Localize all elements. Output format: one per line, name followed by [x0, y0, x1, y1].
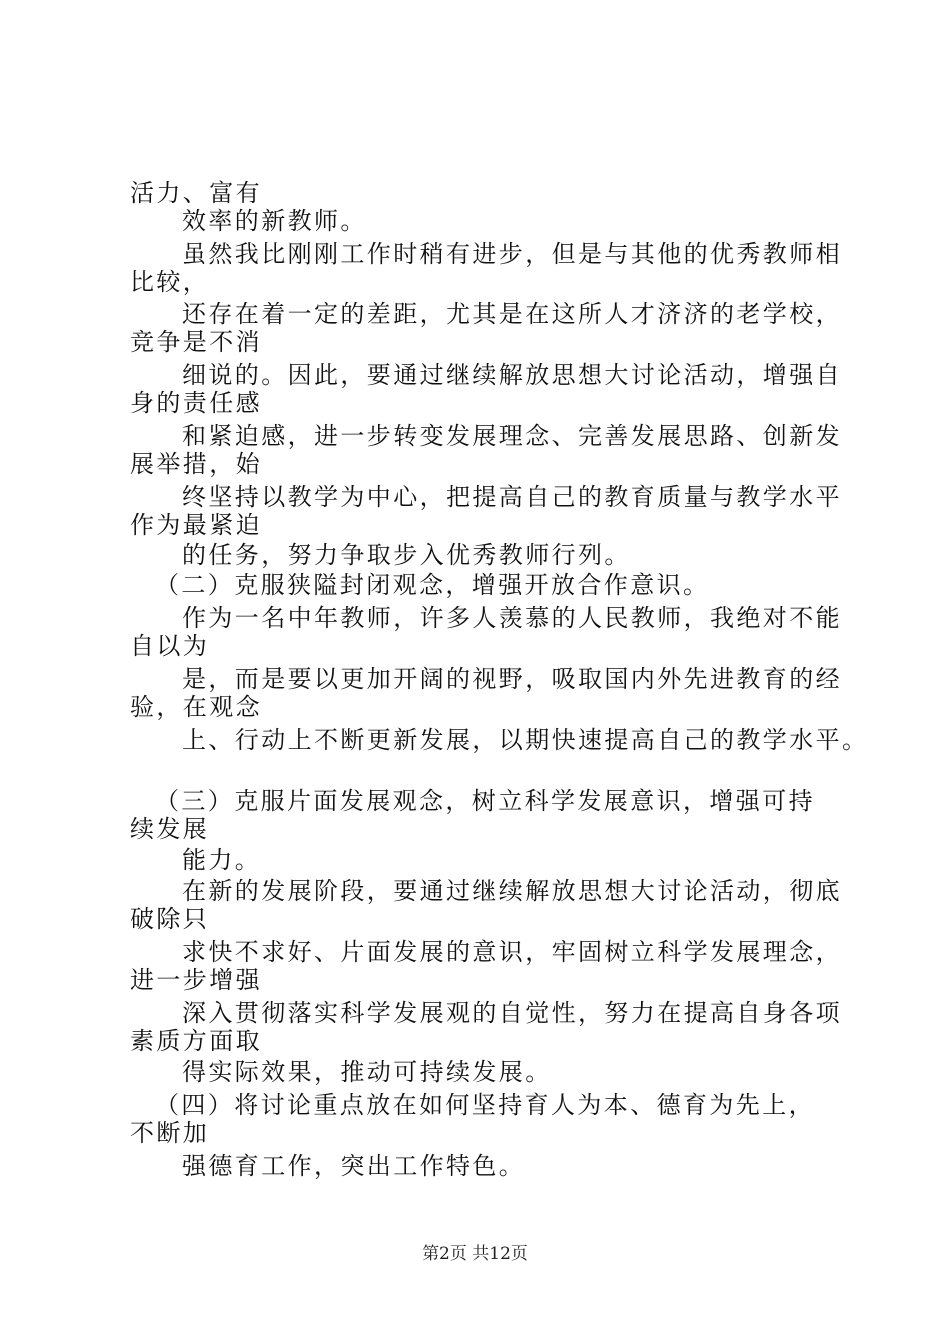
text-line: 破除只	[130, 905, 210, 933]
text-line: 作为一名中年教师，许多人羡慕的人民教师，我绝对不能	[182, 604, 842, 632]
section-heading: （二）克服狭隘封闭观念，增强开放合作意识。	[155, 571, 710, 599]
text-line: 虽然我比刚刚工作时稍有进步，但是与其他的优秀教师相	[182, 240, 842, 268]
text-line: 和紧迫感，进一步转变发展理念、完善发展思路、创新发	[182, 422, 842, 450]
text-line: 验，在观念	[130, 693, 262, 721]
text-line: 展举措，始	[130, 450, 262, 478]
text-line: 作为最紧迫	[130, 511, 262, 539]
text-line: 在新的发展阶段，要通过继续解放思想大讨论活动，彻底	[182, 877, 842, 905]
text-line: 深入贯彻落实科学发展观的自觉性，努力在提高自身各项	[182, 999, 842, 1027]
text-line: 自以为	[130, 632, 210, 660]
text-line: 的任务，努力争取步入优秀教师行列。	[182, 541, 631, 569]
text-line: 是，而是要以更加开阔的视野，吸取国内外先进教育的经	[182, 665, 842, 693]
text-line: 能力。	[182, 846, 262, 874]
text-line: 续发展	[130, 815, 210, 843]
text-line: 细说的。因此，要通过继续解放思想大讨论活动，增强自	[182, 361, 842, 389]
text-line: 身的责任感	[130, 389, 262, 417]
section-heading: （四）将讨论重点放在如何坚持育人为本、德育为先上，	[155, 1091, 815, 1119]
text-line: 上、行动上不断更新发展，以期快速提高自己的教学水平。	[182, 726, 869, 754]
text-line: 竞争是不消	[130, 328, 262, 356]
text-line: 强德育工作，突出工作特色。	[182, 1152, 526, 1180]
text-line: 素质方面取	[130, 1027, 262, 1055]
section-heading: （三）克服片面发展观念，树立科学发展意识，增强可持	[155, 787, 815, 815]
text-line: 效率的新教师。	[182, 207, 367, 235]
text-line: 进一步增强	[130, 966, 262, 994]
text-line: 还存在着一定的差距，尤其是在这所人才济济的老学校，	[182, 300, 842, 328]
text-line: 不断加	[130, 1119, 210, 1147]
text-line: 求快不求好、片面发展的意识，牢固树立科学发展理念，	[182, 938, 842, 966]
text-line: 活力、富有	[130, 179, 262, 207]
page-number-footer: 第2页 共12页	[422, 1244, 528, 1264]
text-line: 比较，	[130, 268, 210, 296]
text-line: 得实际效果，推动可持续发展。	[182, 1058, 552, 1086]
text-line: 终坚持以教学为中心，把提高自己的教育质量与教学水平	[182, 483, 842, 511]
